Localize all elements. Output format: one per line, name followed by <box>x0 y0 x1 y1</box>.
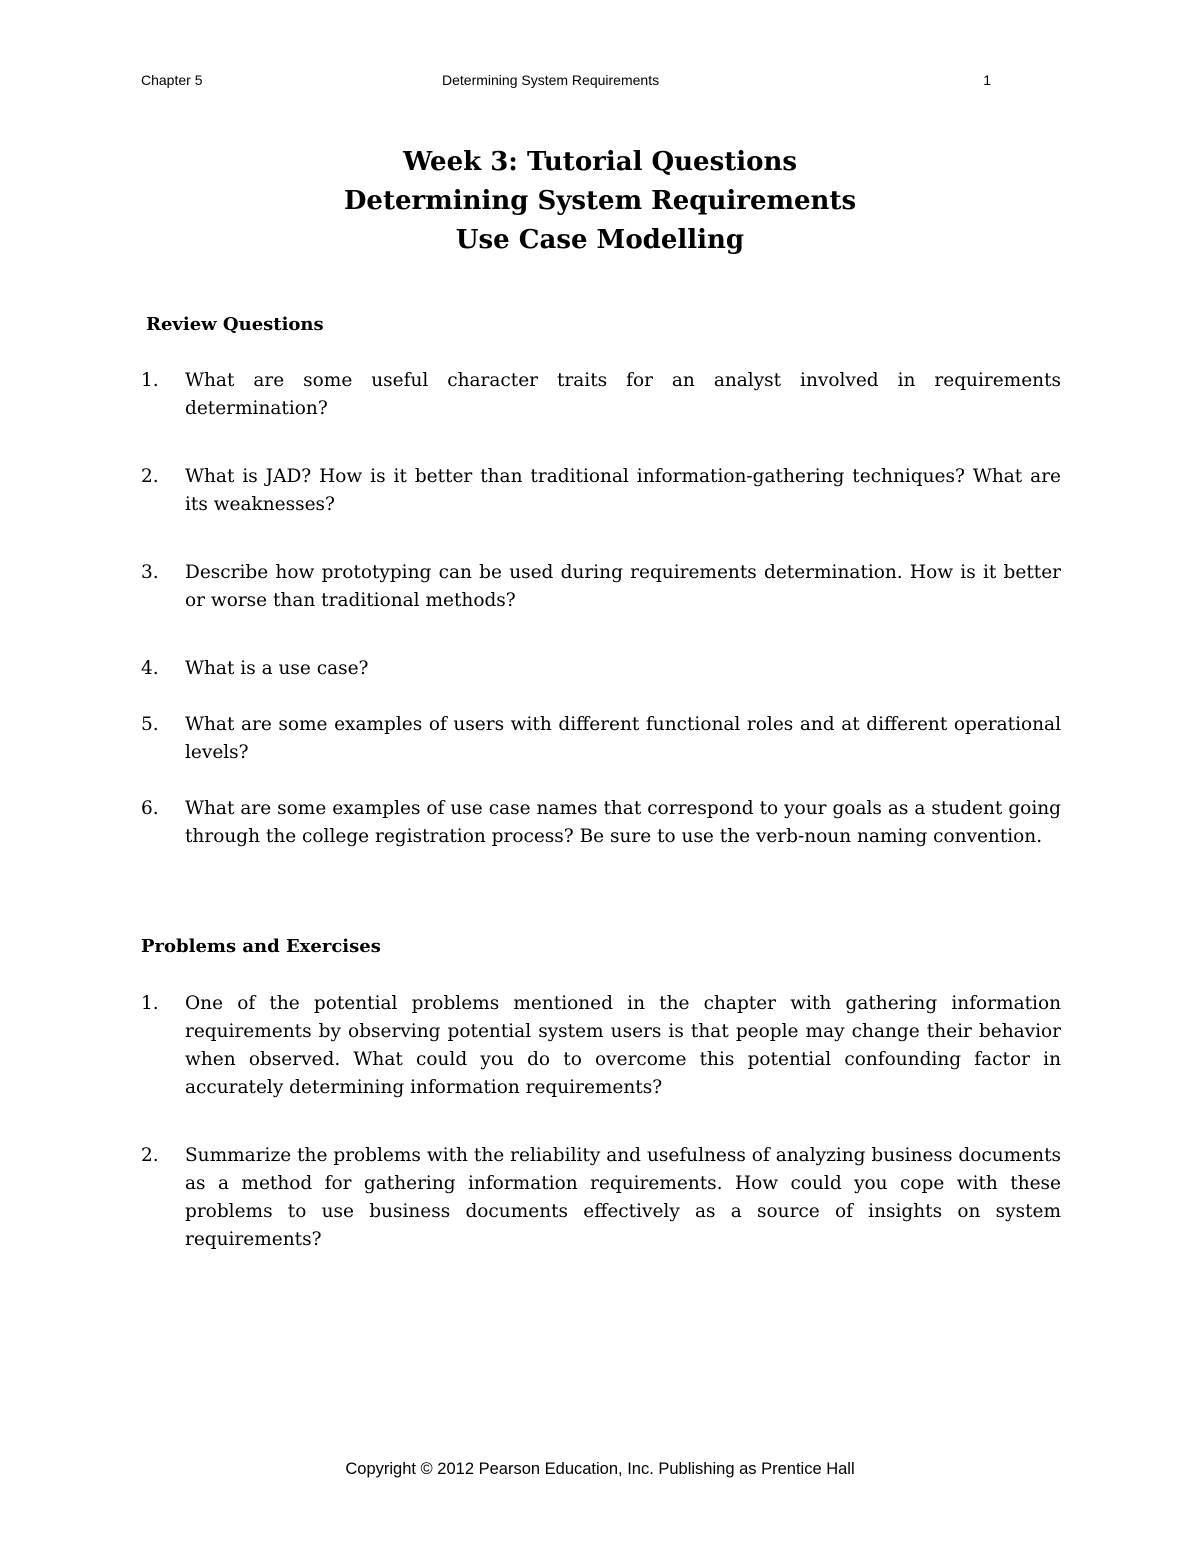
problems-exercises-heading: Problems and Exercises <box>141 936 381 957</box>
chapter-label: Chapter 5 <box>141 72 203 88</box>
list-item <box>141 559 1061 615</box>
item-text: What is JAD? How is it better than traditional information-gathering techniques? What are its weaknesses? <box>185 466 1061 515</box>
list-item <box>141 1142 1061 1254</box>
item-number: 3. <box>141 562 159 583</box>
item-number: 1. <box>141 993 159 1014</box>
list-item <box>141 655 1061 683</box>
item-text: One of the potential problems mentioned in the chapter with gathering information requirements by observing potential system users is that people may change their behavior when observed. What could you do to overcome this potential confounding factor in accurately determining information requirements? <box>185 993 1061 1098</box>
item-text: Describe how prototyping can be used during requirements determination. How is it better or worse than traditional methods? <box>185 562 1061 611</box>
list-item <box>141 463 1061 519</box>
copyright-footer: Copyright © 2012 Pearson Education, Inc. Publishing as Prentice Hall <box>345 1460 855 1478</box>
title-line-3: Use Case Modelling <box>455 225 745 255</box>
item-number: 1. <box>141 370 159 391</box>
running-header <box>141 72 991 92</box>
item-text: What are some examples of use case names that correspond to your goals as a student going through the college registration process? Be sure to use the verb-noun naming convention. <box>185 798 1061 847</box>
title-line-1: Week 3: Tutorial Questions <box>402 147 798 177</box>
problems-exercises-list <box>141 990 1061 1254</box>
review-questions-heading: Review Questions <box>146 314 324 335</box>
item-number: 2. <box>141 466 159 487</box>
item-number: 5. <box>141 714 159 735</box>
title-line-2: Determining System Requirements <box>343 186 857 216</box>
page-title <box>0 143 1200 260</box>
item-text: What is a use case? <box>185 658 369 679</box>
item-text: What are some examples of users with different functional roles and at different operational levels? <box>185 714 1061 763</box>
page-number: 1 <box>983 72 991 88</box>
header-chapter-title: Determining System Requirements <box>442 72 660 88</box>
item-number: 4. <box>141 658 159 679</box>
item-text: Summarize the problems with the reliability and usefulness of analyzing business documents as a method for gathering information requirements. How could you cope with these problems to use business documents effectively as a source of insights on system requirements? <box>185 1145 1061 1250</box>
item-number: 6. <box>141 798 159 819</box>
list-item <box>141 990 1061 1102</box>
list-item <box>141 711 1061 767</box>
item-text: What are some useful character traits for an analyst involved in requirements determination? <box>185 370 1061 419</box>
review-questions-list <box>141 367 1061 851</box>
item-number: 2. <box>141 1145 159 1166</box>
list-item <box>141 795 1061 851</box>
list-item <box>141 367 1061 423</box>
